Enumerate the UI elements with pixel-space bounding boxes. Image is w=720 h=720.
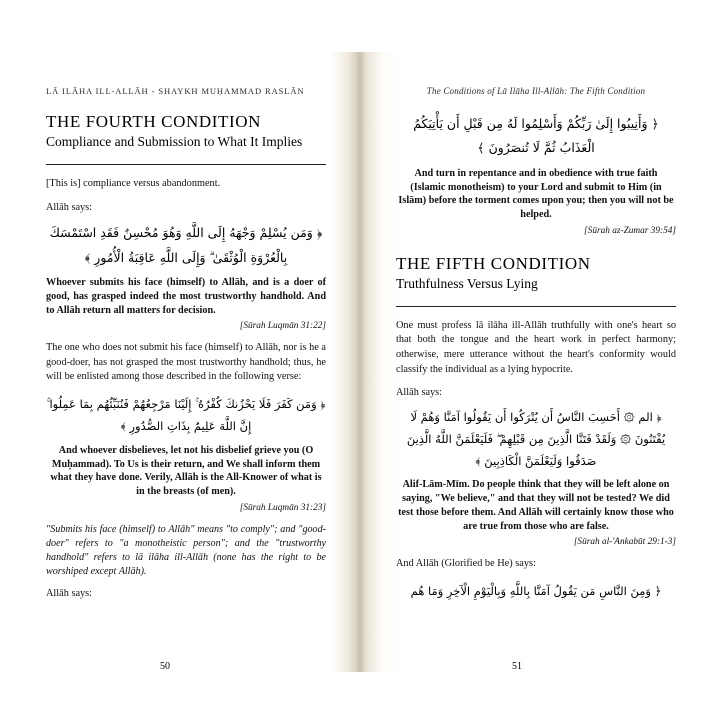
left-arabic-verse-2: ﴿ وَمَن كَفَرَ فَلَا يَحْزُنكَ كُفْرُهُ ۚ إِلَيْنَا مَرْجِعُهُمْ فَنُنَبِّئُهُم بِمَا عَمِلُوا ۚ إِنَّ اللَّهَ عَلِيمٌ بِذَاتِ الصُّدُورِ ﴾ [46, 397, 326, 433]
left-intro-paragraph: [This is] compliance versus abandonment. [46, 178, 221, 189]
left-paragraph-2: The one who does not submit his face (himself) to Allāh, nor is he a good-doer, has not grasped the most trustworthy handhold; thus, he will be enlisted among those described in the following verse: [46, 342, 326, 383]
left-citation-1: [Sūrah Luqmān 31:22] [239, 321, 326, 332]
right-paragraph-2: And Allāh (Glorified be He) says: [396, 558, 536, 570]
left-translation-1: Whoever submits his face (himself) to Allāh, and is a doer of good, has grasped indeed the most trustworthy handhold. And to Allāh return all matters for decision. [46, 276, 326, 316]
left-page [24, 52, 344, 672]
right-translation-2: Alif-Lām-Mīm. Do people think that they will be left alone on saying, "We believe," and that they will not be tested? We did test those before them. And Allāh will certainly know those who are true from those who are false. [398, 479, 674, 532]
left-running-head: LĀ ILĀHA ILL-ALLĀH - SHAYKH MUḤAMMAD RASLĀN [46, 86, 305, 96]
left-allah-says-1: Allāh says: [46, 201, 93, 213]
right-allah-says-1: Allāh says: [396, 387, 443, 399]
left-gloss-paragraph: "Submits his face (himself) to Allāh" means "to comply"; and "good-doer" refers to "a monotheistic person"; and the "trustworthy handhold" refers to lā ilāha ill-Allāh (none has the right to be worshiped except Allāh). [46, 523, 326, 578]
right-running-head: The Conditions of Lā Ilāha Ill-Allāh: The Fifth Condition [426, 86, 646, 96]
left-citation-2: [Sūrah Luqmān 31:23] [239, 502, 326, 513]
right-paragraph-1: One must profess lā ilāha ill-Allāh truthfully with one's heart so that both the tongue and the heart work in perfect harmony; otherwise, mere utterance without the heart's conformity would classify the individual as a lying hypocrite. [396, 319, 676, 375]
left-allah-says-2: Allāh says: [46, 588, 93, 600]
page-spread [0, 52, 720, 672]
right-chapter-subtitle: Truthfulness Versus Lying [396, 275, 538, 291]
right-chapter-title: THE FIFTH CONDITION [396, 253, 591, 273]
right-arabic-verse-2: ﴿ الم ۞ أَحَسِبَ النَّاسُ أَن يُتْرَكُوا أَن يَقُولُوا آمَنَّا وَهُمْ لَا يُفْتَنُونَ ۞ وَلَقَدْ فَتَنَّا الَّذِينَ مِن قَبْلِهِمْ ۖ فَلَيَعْلَمَنَّ اللَّهُ الَّذِينَ صَدَقُوا وَلَيَعْلَمَنَّ الْكَاذِبِينَ ﴾ [406, 409, 666, 468]
right-folio-number: 51 [512, 661, 522, 672]
right-citation-2: [Sūrah al-'Ankabūt 29:1-3] [573, 537, 676, 548]
right-citation-1: [Sūrah az-Zumar 39:54] [584, 225, 676, 236]
right-arabic-verse-1: ﴿ وَأَنِيبُوا إِلَىٰ رَبِّكُمْ وَأَسْلِمُوا لَهُ مِن قَبْلِ أَن يَأْتِيَكُمُ الْعَذَابُ ثُمَّ لَا تُنصَرُونَ ﴾ [413, 116, 659, 156]
left-folio-number: 50 [160, 661, 170, 672]
left-translation-2: And whoever disbelieves, let not his disbelief grieve you (O Muḥammad). To Us is their return, and We shall inform them what they have done. Verily, Allāh is the All-Knower of what is in the breasts (of men). [50, 444, 322, 498]
right-arabic-verse-3: ﴿ وَمِنَ النَّاسِ مَن يَقُولُ آمَنَّا بِاللَّهِ وَبِالْيَوْمِ الْآخِرِ وَمَا هُم [410, 584, 662, 599]
left-title-rule [46, 164, 326, 165]
right-translation-1: And turn in repentance and in obedience with true faith (Islamic monotheism) to your Lord and submit to Him (in Islām) before the torment comes upon you; then you will not be helped. [398, 167, 674, 221]
left-arabic-verse-1: ﴿ وَمَن يُسْلِمْ وَجْهَهُ إِلَى اللَّهِ وَهُوَ مُحْسِنٌ فَقَدِ اسْتَمْسَكَ بِالْعُرْوَةِ الْوُثْقَىٰ ۗ وَإِلَى اللَّهِ عَاقِبَةُ الْأُمُورِ ﴾ [49, 225, 323, 265]
right-title-rule [396, 306, 676, 307]
left-chapter-title: THE FOURTH CONDITION [46, 112, 261, 131]
right-page [378, 52, 698, 672]
left-chapter-subtitle: Compliance and Submission to What It Implies [46, 134, 303, 149]
